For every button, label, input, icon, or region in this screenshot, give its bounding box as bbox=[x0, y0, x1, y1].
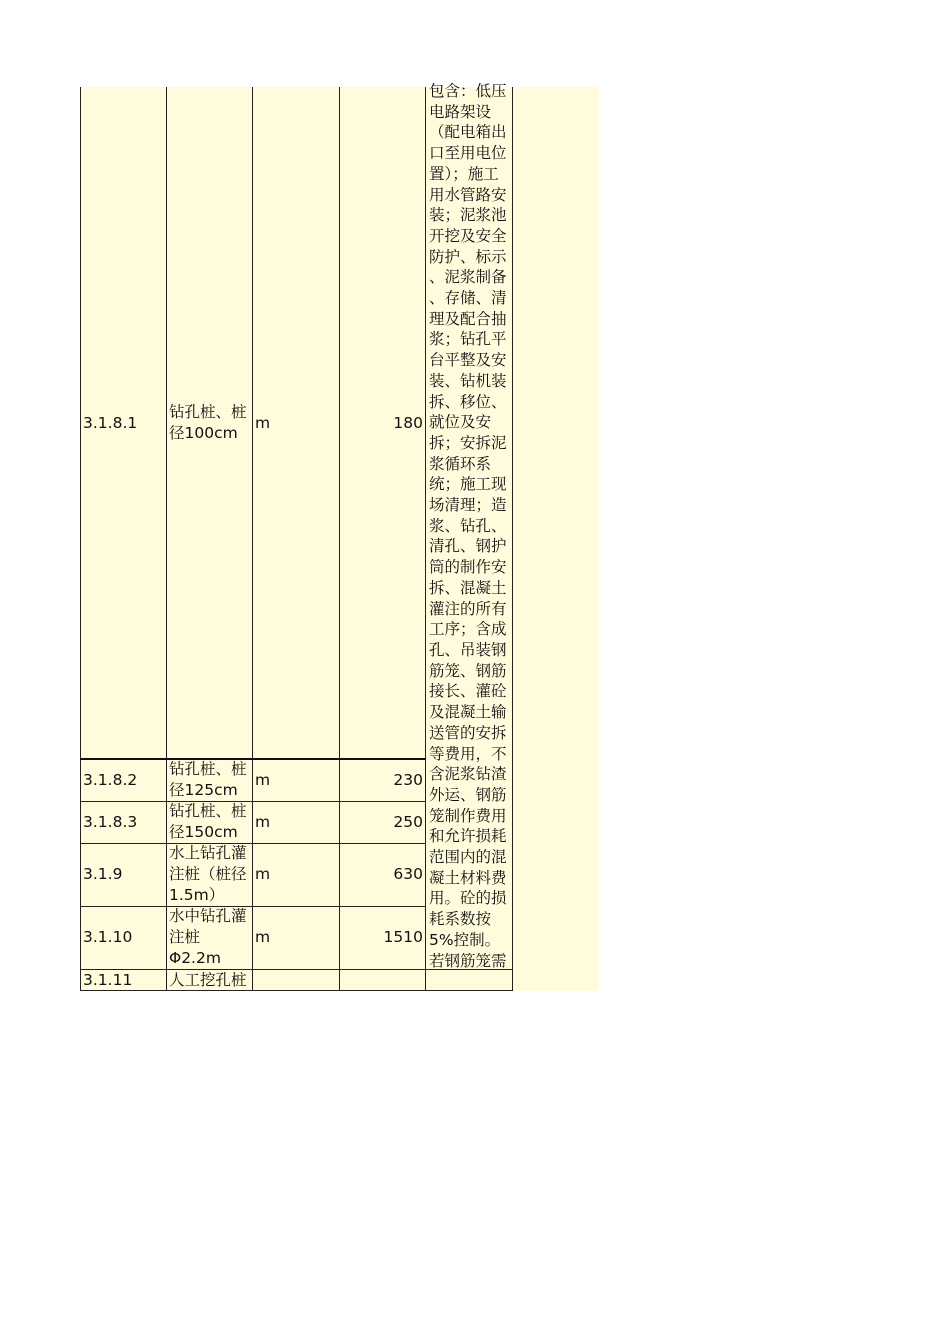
description-line: 用水管路安 bbox=[429, 185, 507, 204]
description-line: 拆；安拆泥 bbox=[429, 433, 507, 452]
row-code: 3.1.8.1 bbox=[83, 413, 138, 432]
row-name-cell[interactable] bbox=[166, 801, 252, 843]
grid-line bbox=[80, 843, 426, 844]
row-qty-cell[interactable] bbox=[339, 87, 426, 759]
description-line: 浆；钻孔平 bbox=[429, 330, 507, 349]
row-qty-cell[interactable] bbox=[339, 969, 426, 991]
row-code-cell[interactable] bbox=[80, 759, 166, 801]
row-unit: m bbox=[255, 770, 271, 789]
description-line: 就位及安 bbox=[429, 413, 492, 432]
description-line: 、泥浆制备 bbox=[429, 268, 507, 287]
description-line: 拆、移位、 bbox=[429, 392, 507, 411]
row-unit-cell[interactable] bbox=[252, 759, 339, 801]
row-name-cell[interactable] bbox=[166, 759, 252, 801]
description-line: 范围内的混 bbox=[429, 848, 507, 867]
row-name-cell[interactable] bbox=[166, 906, 252, 969]
row-qty: 250 bbox=[393, 812, 423, 831]
grid-line bbox=[80, 906, 426, 907]
row-code: 3.1.9 bbox=[83, 865, 123, 884]
description-line: 包含：低压 bbox=[429, 82, 507, 100]
row-name: 水中钻孔灌注桩Φ2.2m bbox=[169, 907, 247, 967]
grid-line bbox=[166, 87, 167, 991]
grid-line bbox=[80, 990, 513, 991]
row-code-cell[interactable] bbox=[80, 969, 166, 991]
row-name-cell[interactable] bbox=[166, 87, 252, 759]
row-qty-cell[interactable] bbox=[339, 759, 426, 801]
row-unit: m bbox=[255, 413, 271, 432]
description-line: 筒的制作安 bbox=[429, 558, 507, 577]
description-line: 装、钻机装 bbox=[429, 371, 507, 390]
description-line: （配电箱出 bbox=[429, 123, 507, 142]
description-line: 场清理；造 bbox=[429, 496, 507, 515]
row-code: 3.1.8.2 bbox=[83, 770, 138, 789]
spreadsheet bbox=[80, 82, 599, 991]
description-line: 防护、标示 bbox=[429, 247, 507, 266]
description-line: 工序；含成 bbox=[429, 620, 507, 639]
description-line: 等费用，不 bbox=[429, 744, 507, 763]
description-line: 置）；施工 bbox=[429, 164, 499, 183]
row-name: 钻孔桩、桩径125cm bbox=[169, 760, 247, 799]
description-line: 送管的安拆 bbox=[429, 723, 507, 742]
row-name: 水上钻孔灌注桩（桩径1.5m） bbox=[169, 844, 247, 904]
row-qty-cell[interactable] bbox=[339, 801, 426, 843]
row-name: 人工挖孔桩 bbox=[169, 970, 247, 989]
description-line: 和允许损耗 bbox=[429, 827, 507, 846]
description-line: 5%控制。 bbox=[429, 930, 501, 949]
row-unit-cell[interactable] bbox=[252, 843, 339, 906]
description-line: 凝土材料费 bbox=[429, 868, 507, 887]
description-line: 灌注的所有 bbox=[429, 599, 507, 618]
row-unit-cell[interactable] bbox=[252, 969, 339, 991]
grid-line bbox=[80, 758, 426, 760]
description-line: 筋笼、钢筋 bbox=[429, 661, 507, 680]
description-line: 理及配合抽 bbox=[429, 309, 507, 328]
description-line: 口至用电位 bbox=[429, 144, 507, 163]
grid-line bbox=[80, 969, 513, 970]
grid-line bbox=[252, 87, 253, 991]
row-name-cell[interactable] bbox=[166, 843, 252, 906]
row-qty: 180 bbox=[393, 413, 423, 432]
grid-line bbox=[339, 87, 340, 991]
grid-line bbox=[425, 87, 426, 991]
row-code-cell[interactable] bbox=[80, 843, 166, 906]
row-name: 钻孔桩、桩径150cm bbox=[169, 802, 247, 841]
description-line: 拆、混凝土 bbox=[429, 578, 507, 597]
row-unit-cell[interactable] bbox=[252, 801, 339, 843]
description-line: 含泥浆钻渣 bbox=[429, 765, 507, 784]
row-code-cell[interactable] bbox=[80, 906, 166, 969]
row-qty-cell[interactable] bbox=[339, 843, 426, 906]
row-unit: m bbox=[255, 812, 271, 831]
row-code: 3.1.8.3 bbox=[83, 812, 138, 831]
grid-line bbox=[80, 801, 426, 802]
row-code-cell[interactable] bbox=[80, 801, 166, 843]
row-name: 钻孔桩、桩径100cm bbox=[169, 403, 247, 442]
row-unit: m bbox=[255, 928, 271, 947]
row-name-cell[interactable] bbox=[166, 969, 252, 991]
description-cell[interactable] bbox=[426, 81, 512, 969]
row-qty: 630 bbox=[393, 865, 423, 884]
row-code-cell[interactable] bbox=[80, 87, 166, 759]
description-line: 耗系数按 bbox=[429, 910, 492, 929]
row-unit: m bbox=[255, 865, 271, 884]
row-qty: 230 bbox=[393, 770, 423, 789]
row-qty: 1510 bbox=[383, 928, 423, 947]
grid-line bbox=[80, 87, 81, 991]
description-line: 笼制作费用 bbox=[429, 806, 507, 825]
description-line: 开挖及安全 bbox=[429, 226, 507, 245]
description-line: 孔、吊装钢 bbox=[429, 640, 507, 659]
row-unit-cell[interactable] bbox=[252, 906, 339, 969]
row-qty-cell[interactable] bbox=[339, 906, 426, 969]
description-line: 浆、钻孔、 bbox=[429, 516, 507, 535]
description-line: 及混凝土输 bbox=[429, 703, 507, 722]
description-line: 若钢筋笼需 bbox=[429, 951, 507, 969]
row-code: 3.1.10 bbox=[83, 928, 133, 947]
row-code: 3.1.11 bbox=[83, 970, 133, 989]
description-line: 统；施工现 bbox=[429, 475, 507, 494]
description-line: 外运、钢筋 bbox=[429, 785, 507, 804]
description-line: 接长、灌砼 bbox=[429, 682, 507, 701]
row-unit-cell[interactable] bbox=[252, 87, 339, 759]
grid-line bbox=[512, 87, 513, 991]
description-line: 用。砼的损 bbox=[429, 889, 507, 908]
description-line: 电路架设 bbox=[429, 102, 492, 121]
description-line: 台平整及安 bbox=[429, 351, 507, 370]
description-line: 浆循环系 bbox=[429, 454, 492, 473]
description-line: 、存储、清 bbox=[429, 289, 507, 308]
description-line: 装；泥浆池 bbox=[429, 206, 507, 225]
description-line: 清孔、钢护 bbox=[429, 537, 507, 556]
